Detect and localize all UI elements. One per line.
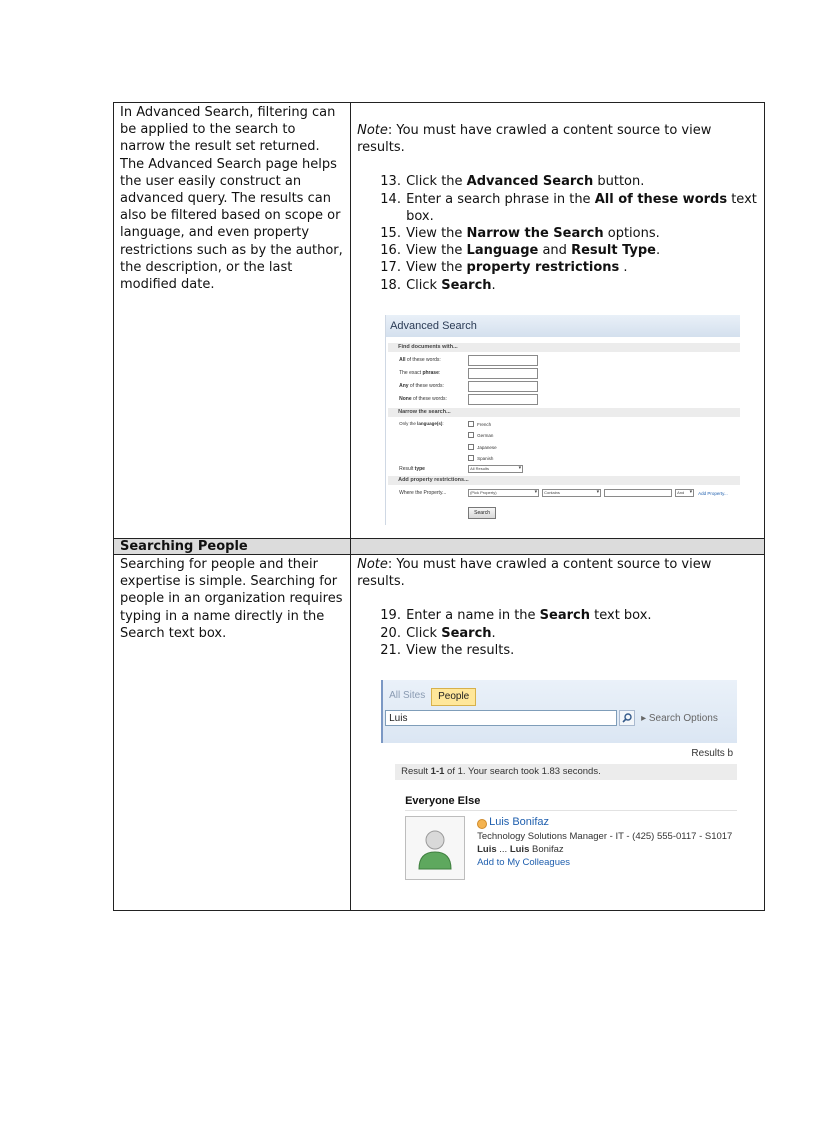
people-search-screenshot: [381, 680, 737, 898]
people-search-description: Searching for people and their expertise is simple. Searching for people in an organization requires typing in a name directly in the Search text box.: [120, 557, 343, 641]
language-checkbox-japanese[interactable]: Japanese: [468, 444, 497, 450]
note-label: Note: [357, 557, 388, 572]
language-row-french: Only the language(s): French: [399, 420, 492, 427]
note-label: Note: [357, 123, 388, 138]
language-checkbox-german[interactable]: German: [468, 432, 493, 438]
narrow-search-header: Narrow the search...: [388, 408, 740, 417]
steps-list: [357, 173, 758, 293]
person-icon: [412, 823, 458, 873]
exact-phrase-input[interactable]: [468, 368, 538, 379]
people-search-description-cell: [114, 555, 351, 911]
search-options-link[interactable]: ▸ Search Options: [641, 713, 718, 725]
person-hit-highlight: Luis ... Luis Bonifaz: [477, 844, 564, 856]
add-to-colleagues-link[interactable]: Add to My Colleagues: [477, 857, 571, 869]
instruction-table: [113, 102, 765, 911]
all-words-input[interactable]: [468, 355, 538, 366]
advanced-search-description-cell: [114, 103, 351, 539]
all-words-row: All of these words:: [386, 354, 740, 367]
advanced-search-description: In Advanced Search, filtering can be applied to the search to narrow the result set returned. The Advanced Search page helps the user easily construct an advanced query. The results can also be filtered based on scope or language, and even property restrictions such as by the author, the description, or the last modified date.: [120, 105, 343, 293]
note: [357, 556, 758, 590]
step-21: 21. View the results.: [405, 642, 758, 659]
any-words-row: Any of these words:: [386, 380, 740, 393]
step-14: 14. Enter a search phrase in the All of these words text box.: [405, 191, 758, 225]
group-heading: Everyone Else: [405, 795, 481, 808]
step-19: 19. Enter a name in the Search text box.: [405, 607, 758, 624]
advanced-search-screenshot: [385, 315, 740, 525]
property-select[interactable]: (Pick Property) ▾: [468, 489, 539, 497]
step-15: 15. View the Narrow the Search options.: [405, 225, 758, 242]
section-title-blank: [351, 539, 765, 555]
none-words-input[interactable]: [468, 394, 538, 405]
section-title: Searching People: [114, 539, 351, 555]
note-text: : You must have crawled a content source to view results.: [357, 123, 712, 156]
presence-icon: [477, 819, 487, 829]
language-checkbox-french[interactable]: French: [468, 421, 491, 427]
person-name-link[interactable]: Luis Bonifaz: [489, 816, 550, 829]
steps-list: [357, 607, 758, 659]
people-search-input[interactable]: Luis: [385, 710, 617, 726]
operator-select[interactable]: Contains ▾: [542, 489, 601, 497]
step-16: 16. View the Language and Result Type.: [405, 242, 758, 259]
note-text: : You must have crawled a content source to view results.: [357, 557, 712, 590]
and-select[interactable]: And ▾: [675, 489, 694, 497]
any-words-input[interactable]: [468, 381, 538, 392]
language-row-japanese: [386, 442, 740, 454]
tab-all-sites[interactable]: All Sites: [389, 690, 426, 702]
none-words-row: None of these words:: [386, 393, 740, 406]
step-13: 13. Click the Advanced Search button.: [405, 173, 758, 190]
step-20: 20. Click Search.: [405, 625, 758, 642]
find-documents-header: Find documents with...: [388, 343, 740, 352]
avatar[interactable]: [405, 816, 465, 880]
search-icon[interactable]: [619, 710, 635, 726]
result-status-bar: Result 1-1 of 1. Your search took 1.83 seconds.: [395, 764, 737, 780]
result-type-row: Result type All Results ▾: [386, 465, 740, 475]
people-search-steps-cell: [351, 555, 765, 911]
property-restrictions-header: Add property restrictions...: [388, 476, 740, 485]
step-18: 18. Click Search.: [405, 277, 758, 294]
advanced-search-title: Advanced Search: [386, 315, 740, 337]
property-row: Where the Property... (Pick Property) ▾ Contains ▾ And ▾ Add Property...: [386, 487, 740, 500]
exact-phrase-row: The exact phrase:: [386, 367, 740, 380]
result-type-select[interactable]: All Results ▾: [468, 465, 523, 473]
language-checkbox-spanish[interactable]: Spanish: [468, 455, 493, 461]
note: [357, 122, 758, 156]
tab-people[interactable]: People: [431, 688, 476, 706]
add-property-link[interactable]: Add Property...: [698, 490, 728, 496]
advanced-search-steps-cell: [351, 103, 765, 539]
group-divider: [405, 810, 737, 811]
language-row-german: [386, 430, 740, 442]
results-pager: Results b: [691, 748, 734, 760]
search-button[interactable]: Search: [468, 507, 496, 519]
person-job-details: Technology Solutions Manager - IT - (425) 555-0117 - S1017: [477, 831, 733, 843]
property-value-input[interactable]: [604, 489, 672, 497]
language-row-spanish: [386, 453, 740, 465]
step-17: 17. View the property restrictions .: [405, 259, 758, 276]
